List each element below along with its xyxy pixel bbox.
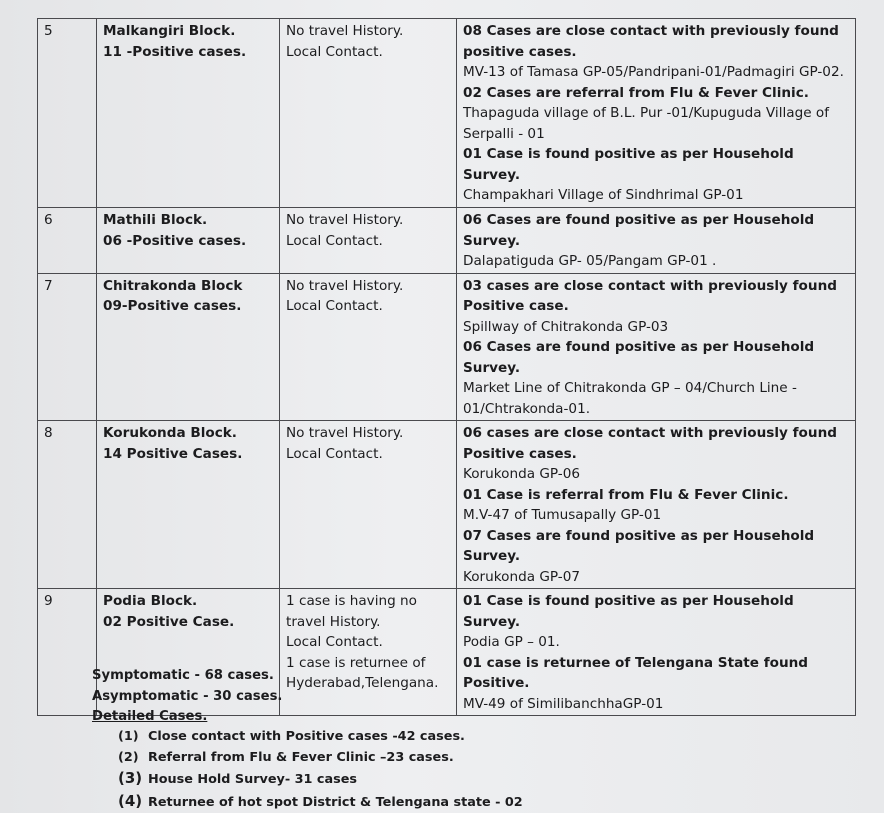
travel-history-cell xyxy=(280,589,457,716)
detail-heading: 01 case is returnee of Telengana State found Positive. xyxy=(463,654,809,691)
list-item-number: (4) xyxy=(118,791,143,810)
travel-line: Local Contact. xyxy=(286,445,383,462)
detail-location: Champakhari Village of Sindhrimal GP-01 xyxy=(463,187,744,203)
case-details-cell xyxy=(457,273,856,421)
table-row xyxy=(38,421,856,589)
serial-number: 6 xyxy=(38,208,97,274)
detailed-cases-list xyxy=(118,726,523,813)
case-details-cell xyxy=(457,421,856,589)
block-name: Malkangiri Block. xyxy=(103,23,236,39)
list-item xyxy=(118,747,523,768)
table-row xyxy=(38,208,856,274)
positive-count: 06 -Positive cases. xyxy=(103,232,247,249)
block-name: Korukonda Block. xyxy=(103,425,237,441)
travel-line: No travel History. xyxy=(286,23,404,39)
list-item-number: (1) xyxy=(118,729,139,744)
detail-heading: 07 Cases are found positive as per Household Survey. xyxy=(463,527,815,564)
positive-count: 02 Positive Case. xyxy=(103,613,235,630)
list-item-text: Referral from Flu & Fever Clinic –23 cases. xyxy=(148,750,454,766)
travel-history-cell xyxy=(280,421,457,589)
case-details-cell xyxy=(457,19,856,208)
list-item-text: Close contact with Positive cases -42 cases. xyxy=(148,729,465,744)
list-item-text: Returnee of hot spot District & Telengana state - 02 xyxy=(148,794,523,810)
travel-history-cell xyxy=(280,19,457,208)
travel-line: 1 case is having no travel History. xyxy=(286,593,417,630)
detail-location: MV-13 of Tamasa GP-05/Pandripani-01/Padmagiri GP-02. xyxy=(463,64,844,80)
positive-count: 09-Positive cases. xyxy=(103,298,242,314)
positive-count: 14 Positive Cases. xyxy=(103,445,243,462)
block-name: Podia Block. xyxy=(103,593,198,609)
detail-heading: 06 cases are close contact with previously found Positive cases. xyxy=(463,425,837,462)
serial-number: 5 xyxy=(38,19,97,208)
detail-heading: 01 Case is referral from Flu & Fever Clinic. xyxy=(463,486,789,503)
travel-line: Local Contact. xyxy=(286,634,383,650)
block-cell xyxy=(97,208,280,274)
table-row xyxy=(38,19,856,208)
detailed-cases-heading: Detailed Cases. xyxy=(92,709,208,725)
case-details-cell xyxy=(457,589,856,716)
detail-heading: 01 Case is found positive as per Household Survey. xyxy=(463,593,794,630)
detail-heading: 03 cases are close contact with previously found Positive case. xyxy=(463,277,837,314)
detail-location: Dalapatiguda GP- 05/Pangam GP-01 . xyxy=(463,253,717,269)
block-cell xyxy=(97,19,280,208)
detail-location: M.V-47 of Tumusapally GP-01 xyxy=(463,507,662,523)
travel-line: Local Contact. xyxy=(286,232,383,249)
list-item xyxy=(118,791,523,813)
travel-line: No travel History. xyxy=(286,425,404,441)
list-item xyxy=(118,768,523,790)
symptomatic-count: Symptomatic - 68 cases. xyxy=(92,668,274,683)
list-item-number: (3) xyxy=(118,769,143,788)
detail-location: Spillway of Chitrakonda GP-03 xyxy=(463,318,669,335)
travel-history-cell xyxy=(280,208,457,274)
travel-line: 1 case is returnee of Hyderabad,Telengana. xyxy=(286,654,439,691)
detail-heading: 06 Cases are found positive as per Household Survey. xyxy=(463,212,815,249)
travel-line: Local Contact. xyxy=(286,43,383,60)
list-item xyxy=(118,726,523,747)
list-item-text: House Hold Survey- 31 cases xyxy=(148,772,358,788)
serial-number: 9 xyxy=(38,589,97,716)
case-summary xyxy=(92,666,282,728)
travel-line: No travel History. xyxy=(286,212,404,228)
travel-history-cell xyxy=(280,273,457,421)
travel-line: Local Contact. xyxy=(286,298,383,314)
serial-number: 7 xyxy=(38,273,97,421)
detail-location: Thapaguda village of B.L. Pur -01/Kupuguda Village of Serpalli - 01 xyxy=(463,105,830,142)
block-cell xyxy=(97,273,280,421)
detail-location: Market Line of Chitrakonda GP – 04/Church Line - 01/Chtrakonda-01. xyxy=(463,380,797,417)
detail-location: MV-49 of SimilibanchhaGP-01 xyxy=(463,695,664,712)
positive-count: 11 -Positive cases. xyxy=(103,43,247,60)
detail-heading: 02 Cases are referral from Flu & Fever Clinic. xyxy=(463,84,809,101)
detail-heading: 01 Case is found positive as per Household Survey. xyxy=(463,146,794,183)
detail-location: Podia GP – 01. xyxy=(463,634,560,650)
detail-location: Korukonda GP-07 xyxy=(463,568,580,585)
detail-heading: 06 Cases are found positive as per Household Survey. xyxy=(463,339,815,376)
case-report-table xyxy=(37,18,856,716)
case-details-cell xyxy=(457,208,856,274)
list-item-number: (2) xyxy=(118,750,139,766)
detail-heading: 08 Cases are close contact with previously found positive cases. xyxy=(463,23,839,60)
travel-line: No travel History. xyxy=(286,277,404,294)
asymptomatic-count: Asymptomatic - 30 cases. xyxy=(92,688,283,704)
detail-location: Korukonda GP-06 xyxy=(463,466,580,482)
table-row xyxy=(38,273,856,421)
serial-number: 8 xyxy=(38,421,97,589)
block-name: Chitrakonda Block xyxy=(103,277,243,294)
block-name: Mathili Block. xyxy=(103,212,208,228)
block-cell xyxy=(97,421,280,589)
